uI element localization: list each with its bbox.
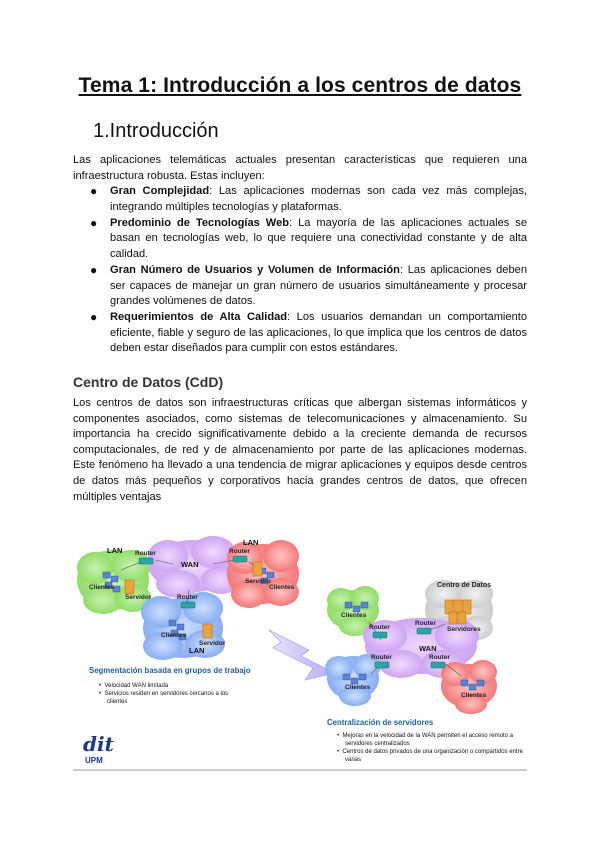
label-clientes: Clientes [461,692,487,699]
label-servidores: Servidores [447,626,481,633]
label-router: Router [229,548,250,555]
list-item [73,263,527,310]
label-router: Router [135,550,156,557]
label-clientes: Clientes [341,612,367,619]
upm-logo: UPM [85,756,103,765]
list-item [73,216,527,263]
label-servidor: Servidor [245,578,272,585]
network-diagram-figure [73,528,527,774]
item-text: : La mayoría de las aplicaciones actuales se basan en tecnologías web, lo que requiere una conectividad constante y de alta calidad. [110,216,527,260]
item-text: : Las aplicaciones modernas son cada vez más complejas, integrando múltiples tecnologías y plataformas. [110,185,528,213]
label-router: Router [429,654,450,661]
bullet-icon: ● [90,310,98,325]
label-wan-right: WAN [419,644,437,653]
label-router: Router [369,624,390,631]
label-servidor: Servidor [125,594,152,601]
section-heading-centro-de-datos: Centro de Datos (CdD) [73,374,224,390]
right-caption: Centralización de servidores [327,718,434,727]
label-clientes: Clientes [89,584,115,591]
label-lan-red: LAN [243,538,259,547]
item-text: : Los usuarios demandan un comportamiento eficiente, fiable y seguro de las aplicaciones, lo que implica que los centros de datos deben estar diseñados para cumplir con estos estándares. [110,311,527,355]
features-list [73,184,527,358]
dit-logo: dit [83,732,114,756]
left-caption: Segmentación basada en grupos de trabajo [89,666,251,675]
label-clientes: Clientes [161,632,187,639]
label-router: Router [177,594,198,601]
right-bullets [337,732,523,764]
document-title: Tema 1: Introducción a los centros de datos [78,74,522,97]
bullet-icon: ● [90,184,98,198]
bullet-icon: ● [90,215,98,230]
bullet-icon: ● [90,262,98,277]
item-term: Predominio de Tecnologías Web [110,216,290,229]
label-router: Router [415,620,436,627]
label-lan-blue: LAN [189,646,205,655]
left-bullet-item: • Velocidad WAN limitada [99,683,169,689]
list-item [73,184,527,215]
right-bullet-item: • Centros de datos privados de una organización o compartidos entre varias [337,749,523,763]
migration-arrow [269,630,335,680]
intro-paragraph: Las aplicaciones telemáticas actuales presentan características que requieren una infraestructura robusta. Estas incluyen: [73,154,527,182]
label-servidor: Servidor [199,640,226,647]
label-lan-green: LAN [107,546,123,555]
cdd-paragraph: Los centros de datos son infraestructuras críticas que albergan sistemas informáticos y componentes asociados, como sistemas de telecomunicaciones y almacenamiento. Su importancia ha crecido significativamente debido a la creciente demanda de recursos computacionales, de red y de almacenamiento por parte de las aplicaciones modernas. Este fenómeno ha llevado a una tendencia de migrar aplicaciones y equipos desde centros de datos más pequeños y corporativos hacia grandes centros de datos, que ofrecen múltiples ventajas [73,397,527,503]
right-bullet-item: • Mejoras en la velocidad de la WAN permiten el acceso remoto a servidores centralizados [337,733,513,747]
item-term: Requerimientos de Alta Calidad [110,311,288,324]
label-clientes: Clientes [345,684,371,691]
left-bullets [99,682,249,706]
section-heading-introduccion: 1.Introducción [93,120,219,142]
label-centro-de-datos: Centro de Datos [437,582,492,589]
item-term: Gran Complejidad [110,185,210,197]
item-term: Gran Número de Usuarios y Volumen de Información [110,263,400,276]
list-item [73,310,527,357]
item-text: : Las aplicaciones deben ser capaces de manejar un gran número de usuarios simultáneamente y procesar grandes volúmenes de datos. [110,263,527,308]
label-wan-left: WAN [181,560,199,569]
label-clientes: Clientes [269,584,295,591]
left-bullet-item: • Servicios residen en servidores cercanos a los clientes [99,691,229,705]
label-router: Router [371,654,392,661]
